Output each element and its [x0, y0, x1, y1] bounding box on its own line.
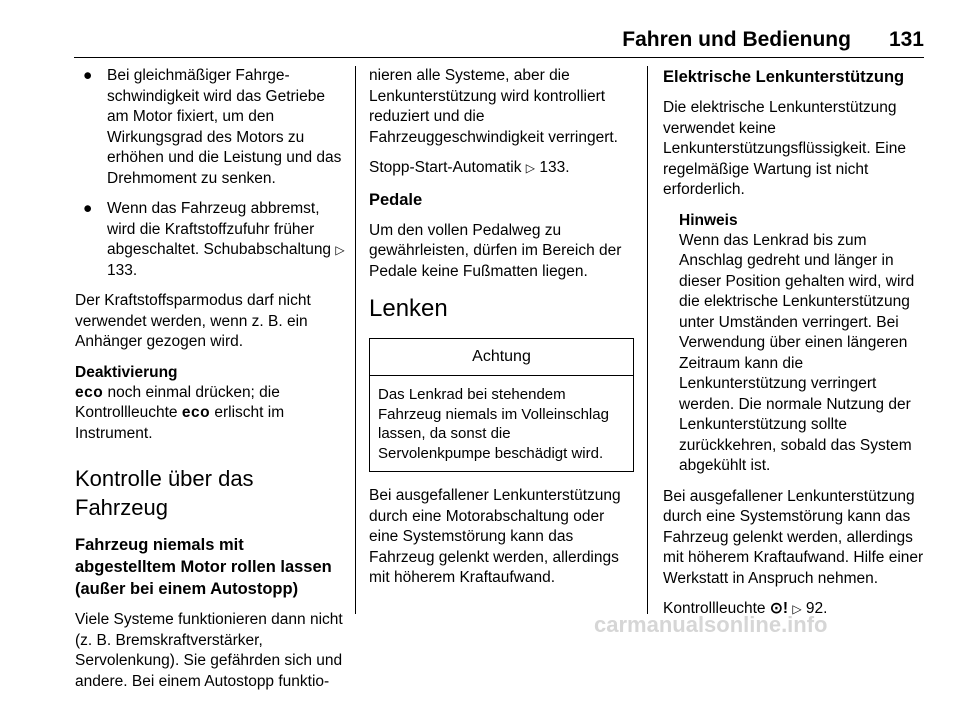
- cross-reference: Stopp-Start-Automatik ▷ 133.: [369, 159, 570, 176]
- pedale-heading: Pedale: [369, 190, 423, 209]
- note-text: Wenn das Lenkrad bis zum Anschlag gedreht und länger in dieser Position gehalten wird, wird die elektrische Lenkunterstützung unter Umständen verringert. Bei Verwendung über einen längeren Zeitraum kann die Lenkunterstützung verringert werden. Die normale Nutzung der Lenkunterstützung sollte zurückkehren, sobald das System abgekühlt ist.: [679, 231, 915, 474]
- bullet-dot-icon: ●: [83, 67, 93, 84]
- cross-reference: Kontrollleuchte ⊙! ▷ 92.: [663, 600, 828, 617]
- column-1: [75, 66, 347, 702]
- bullet-item: [75, 66, 347, 189]
- watermark: carmanualsonline.info: [594, 612, 828, 637]
- page-reference: 92.: [805, 600, 828, 617]
- column-2: [369, 66, 634, 599]
- paragraph: Um den vollen Pedalweg zu gewährleisten, dürfen im Bereich der Pedale keine Fußmatten liegen.: [369, 221, 622, 280]
- paragraph: Bei ausgefallener Lenkunterstützung durch eine Systemstörung kann das Fahrzeug gelenkt werden, allerdings mit höherem Kraftaufwand. Hilfe einer Werkstatt in Anspruch nehmen.: [663, 487, 924, 587]
- warning-box: [369, 338, 634, 472]
- reference-arrow-icon: ▷: [792, 602, 802, 616]
- warning-title: Achtung: [370, 339, 633, 376]
- column-3: [663, 66, 927, 630]
- reference-arrow-icon: ▷: [335, 243, 345, 257]
- chapter-title: Fahren und Bedienung: [622, 28, 851, 51]
- lenken-heading: Lenken: [369, 295, 448, 322]
- page-number: 131: [888, 28, 924, 51]
- paragraph: Bei ausgefallener Lenkunterstützung durch eine Motorabschaltung oder eine Systemstörung kann das Fahrzeug gelenkt werden, allerdings mit höherem Kraftaufwand.: [369, 487, 621, 586]
- subsection-heading: Fahrzeug niemals mit abgestelltem Motor rollen lassen (außer bei einem Autostopp): [75, 536, 332, 598]
- paragraph: Die elektrische Lenkunterstützung verwendet keine Lenkunterstützungsflüssigkeit. Eine regelmäßige Wartung ist nicht erforderlich.: [663, 99, 906, 198]
- column-separator: [355, 66, 356, 614]
- column-separator: [647, 66, 648, 614]
- reference-arrow-icon: ▷: [525, 161, 536, 175]
- deactivation-text: eco noch einmal drücken; die Kontrollleuchte eco erlischt im Instrument.: [75, 383, 285, 442]
- header-rule: [74, 57, 924, 58]
- paragraph: Viele Systeme funktionieren dann nicht (z. B. Bremskraftverstärker, Servolenkung). Sie gefährden sich und andere. Bei einem Autostopp funktio-: [75, 611, 343, 690]
- warning-text: Das Lenkrad bei stehendem Fahrzeug niemals im Volleinschlag lassen, da sonst die Servolenkpumpe beschädigt wird.: [378, 386, 609, 462]
- bullet-text: Wenn das Fahrzeug abbremst, wird die Kraftstoffzufuhr früher abgeschaltet. Schubabschaltung: [107, 200, 332, 258]
- steering-warning-icon: ⊙!: [769, 600, 789, 617]
- bullet-item: [75, 199, 347, 281]
- paragraph: Der Kraftstoffsparmodus darf nicht verwendet werden, wenn z. B. ein Anhänger gezogen wird.: [75, 292, 311, 350]
- deactivation-heading: Deaktivierung: [75, 363, 178, 381]
- bullet-text: Bei gleichmäßiger Fahrgeschwindigkeit wird das Getriebe am Motor fixiert, um den Wirkungsgrad des Motors zu erhöhen und die Leistung und das Drehmoment zu senken.: [107, 67, 342, 187]
- eco-icon: eco: [75, 383, 104, 401]
- page-reference: 133.: [107, 261, 138, 279]
- section-heading: Kontrolle über das Fahrzeug: [75, 466, 254, 520]
- paragraph: nieren alle Systeme, aber die Lenkunterstützung wird kontrolliert reduziert und die Fahrzeuggeschwindigkeit verringert.: [369, 67, 618, 146]
- page-header: [622, 28, 924, 52]
- note-heading: Hinweis: [679, 211, 738, 229]
- eco-icon: eco: [181, 404, 211, 421]
- page-reference: 133.: [539, 159, 570, 176]
- electric-steering-heading: Elektrische Lenkunterstützung: [663, 68, 905, 86]
- note-block: [663, 211, 927, 477]
- bullet-dot-icon: ●: [83, 200, 93, 217]
